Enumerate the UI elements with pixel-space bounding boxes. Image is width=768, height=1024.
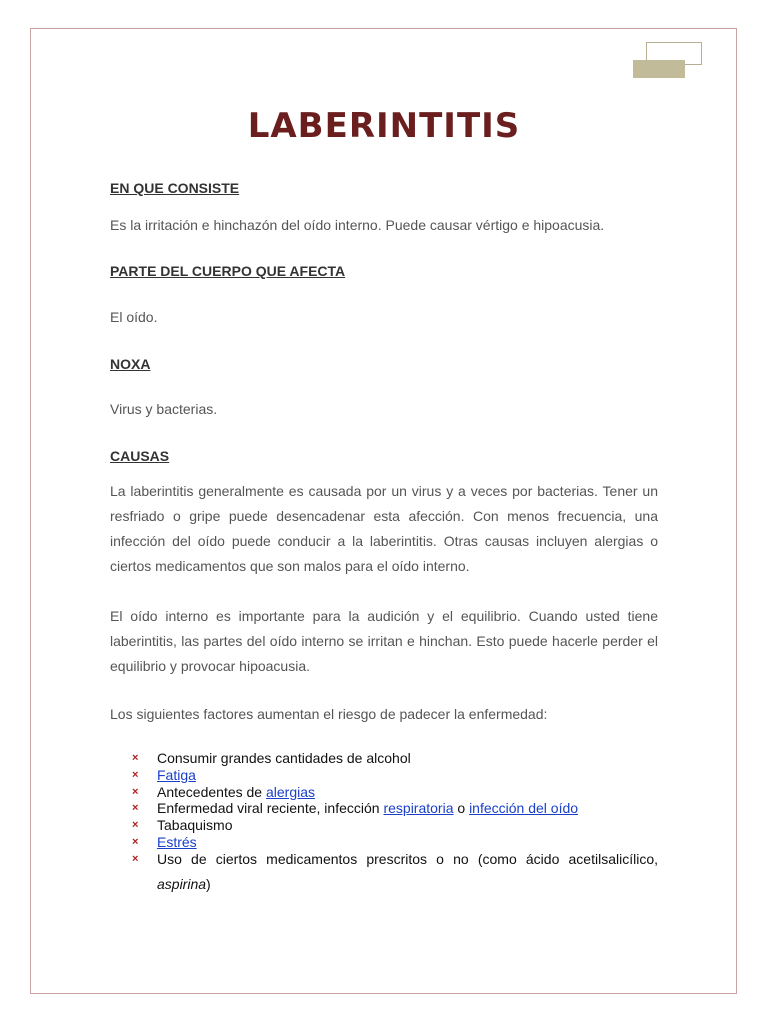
heading-noxa: NOXA bbox=[110, 356, 151, 372]
bullet-x-icon: × bbox=[132, 852, 139, 865]
paragraph-risk-intro: Los siguientes factores aumentan el riesgo de padecer la enfermedad: bbox=[110, 706, 548, 722]
link-respiratoria[interactable]: respiratoria bbox=[383, 800, 454, 817]
heading-en-que-consiste: EN QUE CONSISTE bbox=[110, 180, 240, 196]
list-item bbox=[130, 750, 658, 767]
paragraph-causas-2: El oído interno es importante para la audición y el equilibrio. Cuando usted tiene laberintitis, las partes del oído interno se irritan e hinchan. Esto puede hacerle perder el equilibrio y provocar hipoacusia. bbox=[110, 608, 658, 674]
paragraph-noxa: Virus y bacterias. bbox=[110, 401, 218, 417]
paragraph-causas-1: La laberintitis generalmente es causada por un virus y a veces por bacterias. Tener un resfriado o gripe puede desencadenar esta afección. Con menos frecuencia, una infección del oído puede conducir a la laberintitis. Otras causas incluyen alergias o ciertos medicamentos que son malos para el oído interno. bbox=[110, 483, 658, 574]
list-item-text: o bbox=[453, 800, 470, 817]
list-item-text: Consumir grandes cantidades de alcohol bbox=[157, 750, 411, 766]
bullet-x-icon: × bbox=[132, 802, 139, 815]
list-item bbox=[130, 847, 658, 897]
risk-factor-list bbox=[130, 750, 658, 897]
paragraph-body-part: El oído. bbox=[110, 309, 158, 325]
list-item bbox=[130, 784, 658, 801]
list-item bbox=[130, 767, 658, 784]
bullet-x-icon: × bbox=[132, 785, 139, 798]
bullet-x-icon: × bbox=[132, 752, 139, 764]
bullet-x-icon: × bbox=[132, 819, 139, 832]
list-item-text: Tabaquismo bbox=[157, 817, 233, 834]
paragraph-definition: Es la irritación e hinchazón del oído interno. Puede causar vértigo e hipoacusia. bbox=[110, 217, 605, 233]
list-item-text: Uso de ciertos medicamentos prescritos o no (como ácido acetilsalicílico, bbox=[157, 850, 658, 867]
heading-parte-del-cuerpo: PARTE DEL CUERPO QUE AFECTA bbox=[110, 263, 346, 279]
list-item-text: Enfermedad viral reciente, infección bbox=[157, 800, 384, 817]
link-infeccion-del-oido[interactable]: infección del oído bbox=[469, 800, 579, 817]
list-item bbox=[130, 817, 658, 834]
link-alergias[interactable]: alergias bbox=[265, 783, 316, 800]
document-title: LABERINTITIS bbox=[247, 106, 521, 146]
corner-decoration-fill bbox=[633, 60, 685, 78]
list-item-text: ) bbox=[206, 875, 211, 892]
list-item-italic-text: aspirina bbox=[157, 875, 207, 892]
link-fatiga[interactable]: Fatiga bbox=[157, 766, 196, 783]
bullet-x-icon: × bbox=[132, 768, 139, 781]
link-estres[interactable]: Estrés bbox=[157, 833, 197, 850]
list-item bbox=[130, 800, 658, 817]
bullet-x-icon: × bbox=[132, 835, 139, 848]
heading-causas: CAUSAS bbox=[110, 448, 170, 464]
list-item-text: Antecedentes de bbox=[157, 783, 266, 800]
